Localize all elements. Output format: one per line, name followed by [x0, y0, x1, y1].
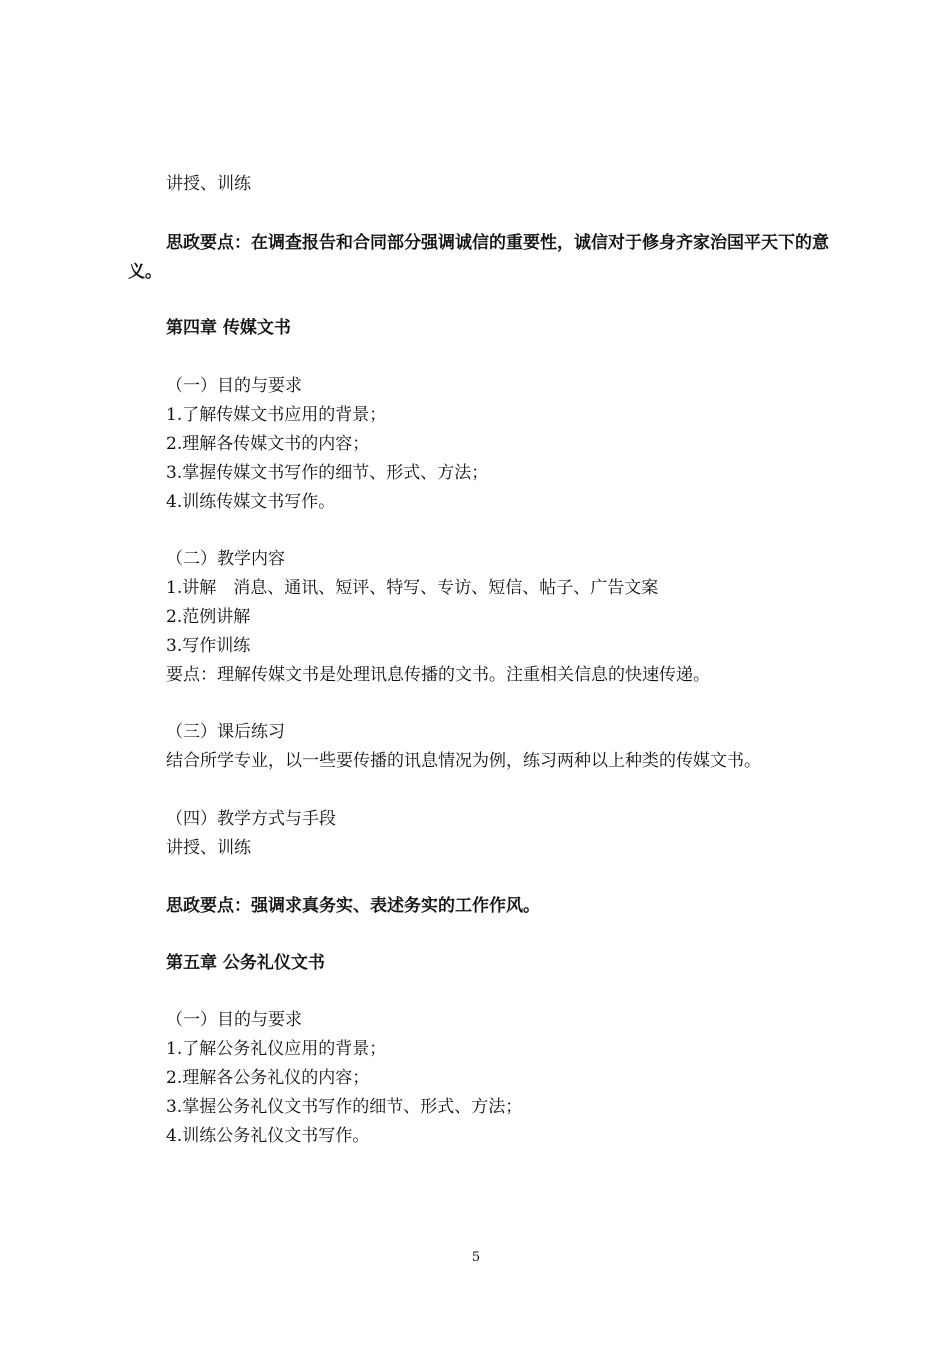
- ch5-goals-heading: （一）目的与要求: [166, 1010, 302, 1030]
- ch4-method-text: 讲授、训练: [166, 838, 251, 858]
- ch4-exercise-text: 结合所学专业，以一些要传播的讯息情况为例，练习两种以上种类的传媒文书。: [166, 751, 761, 771]
- ch5-goal-item: 4.训练公务礼仪文书写作。: [166, 1126, 370, 1146]
- ch4-exercise-heading: （三）课后练习: [166, 722, 285, 742]
- ch4-goal-item: 4.训练传媒文书写作。: [166, 492, 336, 512]
- page-number: 5: [471, 1250, 481, 1265]
- chapter-5-title: 第五章 公务礼仪文书: [166, 953, 325, 973]
- ch4-content-item: 1.讲解 消息、通讯、短评、特写、专访、短信、帖子、广告文案: [166, 578, 659, 598]
- ideology-point: 思政要点：在调查报告和合同部分强调诚信的重要性，诚信对于修身齐家治国平天下的意义。: [128, 233, 829, 282]
- ch5-goal-item: 3.掌握公务礼仪文书写作的细节、形式、方法；: [166, 1097, 523, 1117]
- ch4-content-heading: （二）教学内容: [166, 549, 285, 569]
- chapter-4-title: 第四章 传媒文书: [166, 318, 291, 338]
- ch4-content-item: 3.写作训练: [166, 636, 251, 656]
- ch4-method-heading: （四）教学方式与手段: [166, 809, 336, 829]
- ch4-key-points: 要点：理解传媒文书是处理讯息传播的文书。注重相关信息的快速传递。: [166, 665, 710, 685]
- ch4-content-item: 2.范例讲解: [166, 607, 251, 627]
- ch4-ideology-point: 思政要点：强调求真务实、表述务实的工作作风。: [166, 896, 540, 916]
- ch4-goal-item: 1.了解传媒文书应用的背景；: [166, 405, 387, 425]
- ch5-goal-item: 1.了解公务礼仪应用的背景；: [166, 1039, 387, 1059]
- ch4-goal-item: 2.理解各传媒文书的内容；: [166, 434, 370, 454]
- ch4-goals-heading: （一）目的与要求: [166, 376, 302, 396]
- ch4-goal-item: 3.掌握传媒文书写作的细节、形式、方法；: [166, 463, 489, 483]
- ch5-goal-item: 2.理解各公务礼仪的内容；: [166, 1068, 370, 1088]
- teaching-method-text: 讲授、训练: [166, 174, 251, 194]
